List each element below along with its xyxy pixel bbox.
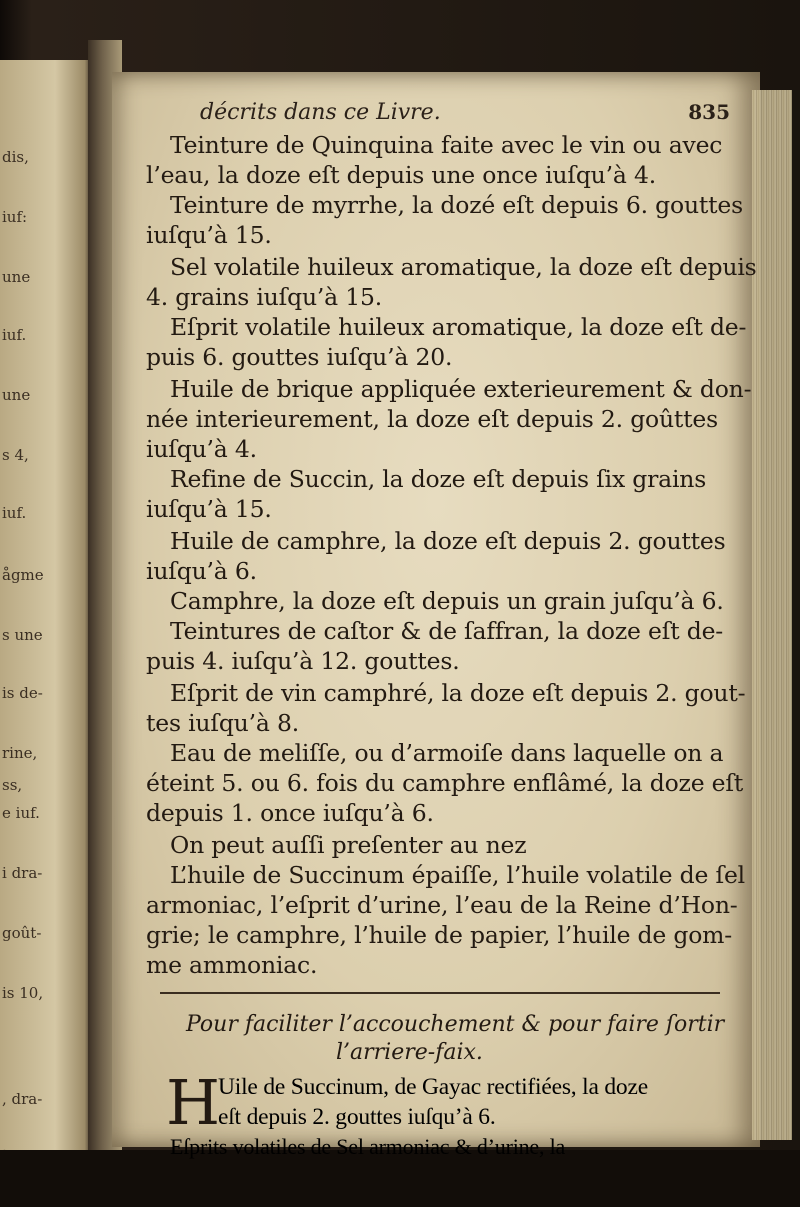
text-line: Teinture de myrrhe, la dozé eſt depuis 6. gouttes: [170, 191, 743, 219]
left-page-fragment: rine,: [2, 744, 38, 762]
text-line: Eſprit volatile huileux aromatique, la doze eſt de-: [170, 313, 747, 341]
left-page-fragment: iuf.: [2, 504, 27, 522]
text-line: tes iuſqu’à 8.: [146, 709, 299, 737]
page-number: 835: [688, 100, 730, 124]
text-line: 4. grains iuſqu’à 15.: [146, 283, 383, 311]
left-page-fragment: s une: [2, 626, 43, 644]
text-line: On peut auſſi preſenter au nez: [170, 831, 527, 859]
left-page-fragment: is de-: [2, 684, 43, 702]
text-line: iuſqu’à 15.: [146, 221, 272, 249]
left-page-fragment: dis,: [2, 148, 29, 166]
text-line: Teintures de caſtor & de ſaffran, la doze eſt de-: [170, 617, 724, 645]
left-page-fragment: is 10,: [2, 984, 44, 1002]
left-page-fragment: s 4,: [2, 446, 29, 464]
section-title: Pour faciliter l’accouchement & pour faire ſortir: [186, 1012, 725, 1037]
text-line: née interieurement, la doze eſt depuis 2. goûttes: [146, 405, 718, 433]
text-line: iuſqu’à 4.: [146, 435, 257, 463]
text-line: me ammoniac.: [146, 951, 318, 979]
left-page-fragment: ågme: [2, 566, 44, 584]
left-page-fragment: i dra-: [2, 864, 43, 882]
left-page-fragment: iuf.: [2, 326, 27, 344]
text-line: Eau de meliſſe, ou d’armoiſe dans laquelle on a: [170, 739, 724, 767]
section-title: l’arriere-faix.: [336, 1040, 483, 1065]
left-page-fragment: ss,: [2, 776, 23, 794]
text-line: Huile de camphre, la doze eſt depuis 2. gouttes: [170, 527, 726, 555]
left-page-fragment: iuf:: [2, 208, 28, 226]
left-page-fragment: goût-: [2, 924, 42, 942]
text-line: Refine de Succin, la doze eſt depuis ſix grains: [170, 465, 707, 493]
text-line: Camphre, la doze eſt depuis un grain juſqu’à 6.: [170, 587, 724, 615]
text-line: L’huile de Succinum épaiſſe, l’huile volatile de ſel: [170, 861, 745, 889]
text-line: Sel volatile huileux aromatique, la doze eſt depuis: [170, 253, 757, 281]
left-page-fragment: une: [2, 386, 31, 404]
text-line: puis 4. iuſqu’à 12. gouttes.: [146, 647, 460, 675]
text-line: Huile de brique appliquée exterieurement & don-: [170, 375, 752, 403]
drop-capital: H: [166, 1066, 221, 1139]
left-page-fragment: e iuf.: [2, 804, 40, 822]
left-page-fragment: , dra-: [2, 1090, 43, 1108]
left-page-fragment: une: [2, 268, 31, 286]
section-divider: [160, 992, 720, 994]
text-line: éteint 5. ou 6. fois du camphre enflâmé, la doze eſt: [146, 769, 744, 797]
text-line: Teinture de Quinquina faite avec le vin ou avec: [170, 131, 723, 159]
text-line: l’eau, la doze eſt depuis une once iuſqu’à 4.: [146, 161, 656, 189]
text-line: Eſprit de vin camphré, la doze eſt depuis 2. gout-: [170, 679, 746, 707]
text-line: grie; le camphre, l’huile de papier, l’huile de gom-: [146, 921, 732, 949]
text-line: iuſqu’à 15.: [146, 495, 272, 523]
text-line: Eſprits volatiles de Sel armoniac & d’urine, la: [170, 1134, 566, 1159]
text-line: Uile de Succinum, de Gayac rectifiées, la doze: [218, 1074, 648, 1100]
running-head: décrits dans ce Livre.: [200, 100, 441, 125]
text-line: puis 6. gouttes iuſqu’à 20.: [146, 343, 453, 371]
text-line: iuſqu’à 6.: [146, 557, 257, 585]
text-line: eſt depuis 2. gouttes iuſqu’à 6.: [218, 1104, 496, 1130]
text-line: armoniac, l’eſprit d’urine, l’eau de la Reine d’Hon-: [146, 891, 738, 919]
text-line: depuis 1. once iuſqu’à 6.: [146, 799, 434, 827]
